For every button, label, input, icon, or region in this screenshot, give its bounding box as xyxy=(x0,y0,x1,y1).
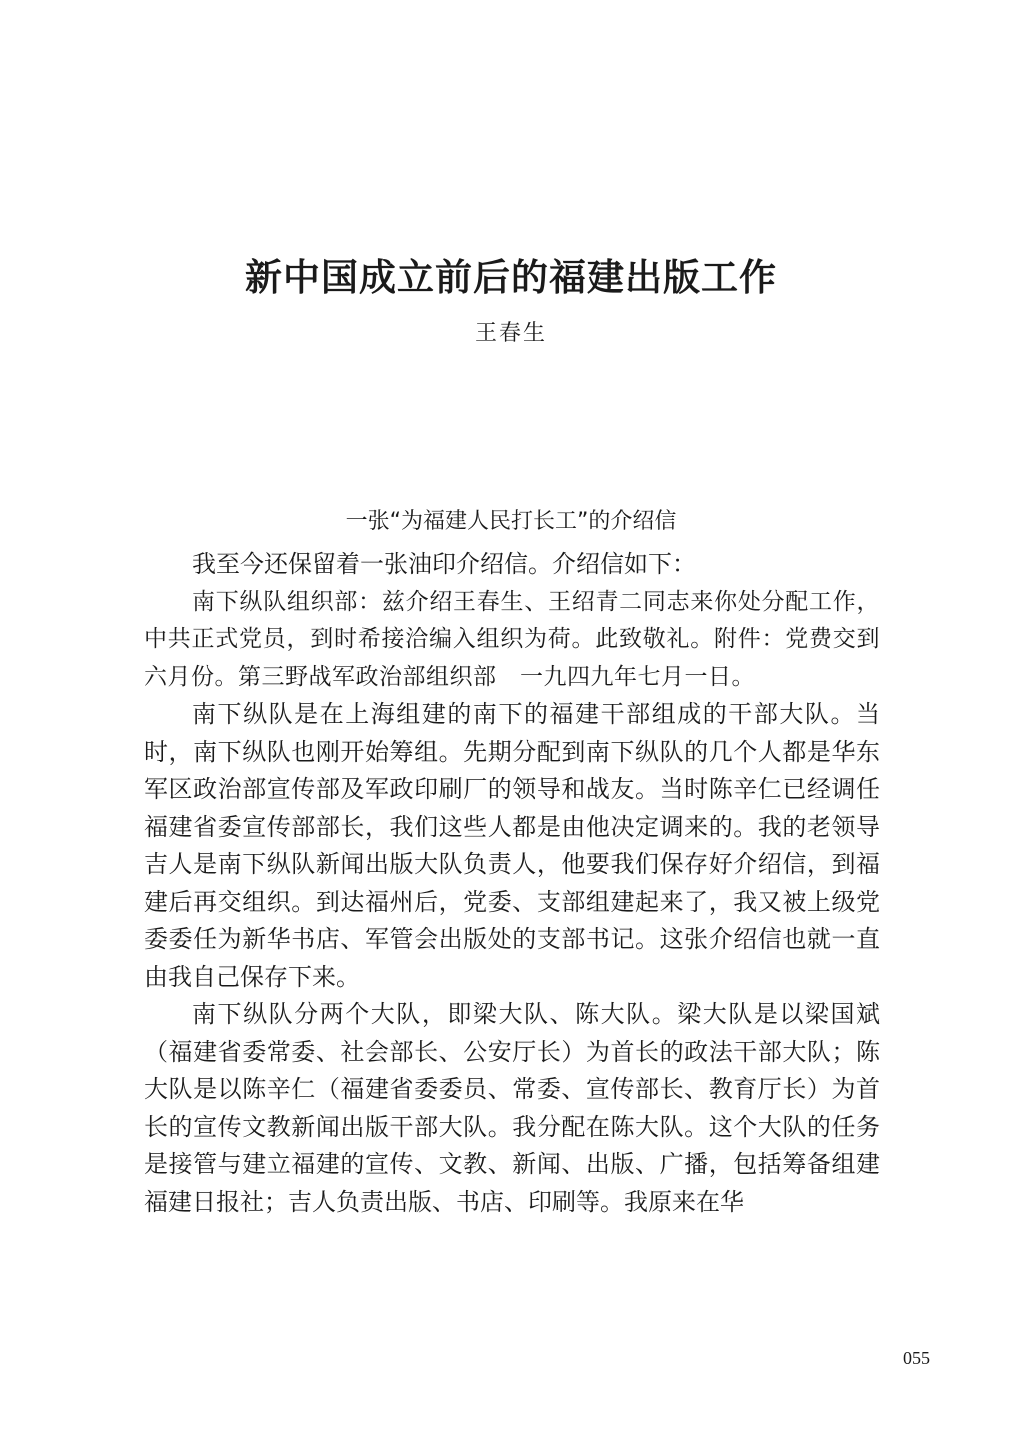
quoted-letter-paragraph: 南下纵队组织部：兹介绍王春生、王绍青二同志来你处分配工作，中共正式党员，到时希接洽编入组织为荷。此致敬礼。附件：党费交到六月份。第三野战军政治部组织部 一九四九年七月一日。 xyxy=(144,588,880,690)
paragraph: 南下纵队是在上海组建的南下的福建干部组成的干部大队。当时，南下纵队也刚开始筹组。先期分配到南下纵队的几个人都是华东军区政治部宣传部及军政印刷厂的领导和战友。当时陈辛仁已经调任福建省委宣传部部长，我们这些人都是由他决定调来的。我的老领导吉人是南下纵队新闻出版大队负责人，他要我们保存好介绍信，到福建后再交组织。到达福州后，党委、支部组建起来了，我又被上级党委委任为新华书店、军管会出版处的支部书记。这张介绍信也就一直由我自己保存下来。 xyxy=(144,700,880,991)
paragraph: 我至今还保留着一张油印介绍信。介绍信如下： xyxy=(192,550,696,578)
author-name: 王春生 xyxy=(474,321,547,346)
document-title: 新中国成立前后的福建出版工作 xyxy=(245,254,777,299)
section-heading: 一张“为福建人民打长工”的介绍信 xyxy=(345,509,677,534)
paragraph: 南下纵队分两个大队，即梁大队、陈大队。梁大队是以梁国斌（福建省委常委、社会部长、公安厅长）为首长的政法干部大队；陈大队是以陈辛仁（福建省委委员、常委、宣传部长、教育厅长）为首长的宣传文教新闻出版干部大队。我分配在陈大队。这个大队的任务是接管与建立福建的宣传、文教、新闻、出版、广播，包括筹备组建福建日报社；吉人负责出版、书店、印刷等。我原来在华 xyxy=(144,1000,880,1216)
page-number: 055 xyxy=(903,1348,930,1368)
body-text xyxy=(144,546,880,1221)
